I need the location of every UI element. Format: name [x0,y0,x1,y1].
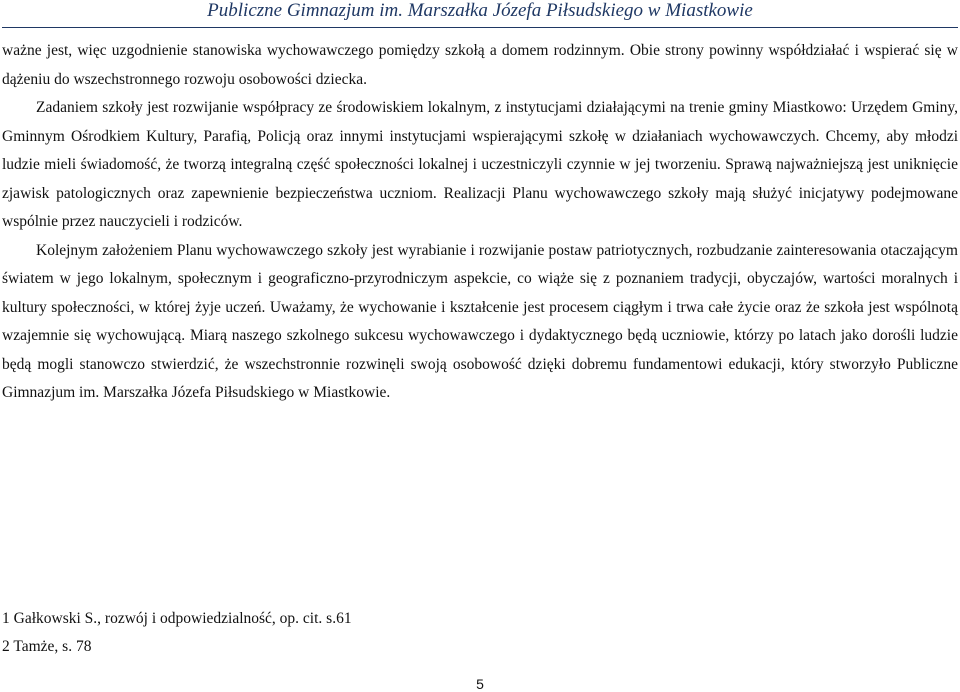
paragraph-community-cooperation: Zadaniem szkoły jest rozwijanie współpracy ze środowiskiem lokalnym, z instytucjami działającymi na trenie gminy Miastkowo: Urzędem Gminy, Gminnym Ośrodkiem Kultury, Parafią, Policją oraz innymi instytucjami wspierającymi szkołę w działaniach wychowawczych. Chcemy, aby młodzi ludzie mieli świadomość, że tworzą integralną część społeczności lokalnej i uczestniczyli czynnie w jej tworzeniu. Sprawą najważniejszą jest uniknięcie zjawisk patologicznych oraz zapewnienie bezpieczeństwa uczniom. Realizacji Planu wychowawczego szkoły mają służyć inicjatywy podejmowane wspólnie przez nauczycieli i rodziców. [2,99,958,230]
paragraph-continuation: ważne jest, więc uzgodnienie stanowiska wychowawczego pomiędzy szkołą a domem rodzinnym. Obie strony powinny współdziałać i wspierać się w dążeniu do wszechstronnego rozwoju osobowości dziecka. [2,42,958,88]
page-header [0,0,960,34]
footnote-2: 2 Tamże, s. 78 [2,638,92,655]
footnotes [2,605,702,661]
header-divider [2,27,958,28]
header-title: Publiczne Gimnazjum im. Marszałka Józefa Piłsudskiego w Miastkowie [207,0,753,21]
page-number: 5 [476,676,484,692]
paragraph-patriotic-attitudes: Kolejnym założeniem Planu wychowawczego szkoły jest wyrabianie i rozwijanie postaw patriotycznych, rozbudzanie zainteresowania otaczającym światem w jego lokalnym, społecznym i geograficzno-przyrodniczym aspekcie, co wiąże się z poznaniem tradycji, obyczajów, wartości moralnych i kultury społeczności, w której żyje uczeń. Uważamy, że wychowanie i kształcenie jest procesem ciągłym i trwa całe życie oraz że szkoła jest wspólnotą wzajemnie się wychowującą. Miarą naszego szkolnego sukcesu wychowawczego i dydaktycznego będą uczniowie, którzy po latach jako dorośli ludzie będą mogli stanowczo stwierdzić, że wszechstronnie rozwinęli swoją osobowość dzięki dobremu fundamentowi edukacji, który stworzyło Publiczne Gimnazjum im. Marszałka Józefa Piłsudskiego w Miastkowie. [2,241,958,401]
body-text [2,37,958,408]
footnote-1: 1 Gałkowski S., rozwój i odpowiedzialność, op. cit. s.61 [2,610,352,627]
